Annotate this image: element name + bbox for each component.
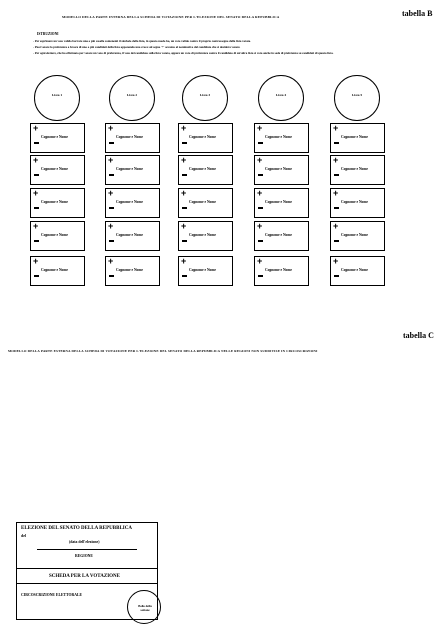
- plus-icon: +: [333, 155, 339, 165]
- candidate-name: Cognome e Nome: [265, 233, 292, 237]
- list-label: Lista 4: [275, 93, 287, 97]
- candidate-name: Cognome e Nome: [116, 233, 143, 237]
- minus-icon: [34, 142, 39, 144]
- plus-icon: +: [333, 188, 339, 198]
- candidate-cell[interactable]: [178, 221, 233, 251]
- candidate-cell[interactable]: [178, 123, 233, 153]
- candidate-cell[interactable]: [30, 256, 85, 286]
- candidate-cell[interactable]: [330, 188, 385, 218]
- minus-icon: [334, 275, 339, 277]
- list-symbol-circle[interactable]: [258, 75, 304, 121]
- instruction-2: - Puoi votare la preferenza a favore di uno o più candidati della lista apponendo una croce sul segno '+' accanto al nominativo del candidato che si desidera votare.: [33, 45, 241, 49]
- plus-icon: +: [108, 123, 114, 133]
- candidate-name: Cognome e Nome: [116, 200, 143, 204]
- ballot-date: (data dell'elezione): [69, 540, 100, 544]
- candidate-name: Cognome e Nome: [189, 135, 216, 139]
- plus-icon: +: [181, 256, 187, 266]
- stamp-text: Bollo della sezione: [138, 604, 152, 612]
- plus-icon: +: [181, 123, 187, 133]
- plus-icon: +: [108, 256, 114, 266]
- candidate-name: Cognome e Nome: [341, 167, 368, 171]
- candidate-name: Cognome e Nome: [189, 167, 216, 171]
- minus-icon: [109, 174, 114, 176]
- instructions-title: ISTRUZIONI: [37, 32, 59, 36]
- candidate-name: Cognome e Nome: [341, 135, 368, 139]
- stamp-circle: [127, 590, 161, 624]
- plus-icon: +: [257, 256, 263, 266]
- minus-icon: [182, 240, 187, 242]
- candidate-name: Cognome e Nome: [341, 200, 368, 204]
- tabella-b-heading: MODELLO DELLA PARTE INTERNA DELLA SCHEDA DI VOTAZIONE PER L'ELEZIONE DEL SENATO DELLA REPUBBLICA: [62, 15, 280, 19]
- minus-icon: [34, 240, 39, 242]
- minus-icon: [109, 275, 114, 277]
- minus-icon: [34, 174, 39, 176]
- ballot-region: REGIONE: [75, 554, 93, 558]
- plus-icon: +: [108, 221, 114, 231]
- candidate-cell[interactable]: [254, 188, 309, 218]
- minus-icon: [109, 207, 114, 209]
- instruction-1: - Per esprimere un voto valido barrare una o più caselle contenenti il simbolo della lista, in questo modo ha, un voto valido contro il proprio contrassegno della lista votata.: [33, 39, 251, 43]
- list-symbol-circle[interactable]: [109, 75, 155, 121]
- candidate-cell[interactable]: [105, 221, 160, 251]
- minus-icon: [182, 174, 187, 176]
- instruction-3: - Per ogni elettore, che ha effettuato per votare un voto di preferenza, il voto del candidato sulla lista votata, appare un voto di preferenza contro il candidato di un'altra lista si vota anche in sede di preferenza su candidati di questa lista.: [33, 51, 334, 55]
- plus-icon: +: [333, 256, 339, 266]
- candidate-name: Cognome e Nome: [116, 167, 143, 171]
- candidate-cell[interactable]: [330, 256, 385, 286]
- plus-icon: +: [181, 188, 187, 198]
- candidate-cell[interactable]: [254, 256, 309, 286]
- minus-icon: [182, 207, 187, 209]
- tabella-b-label: tabella B: [402, 9, 433, 18]
- candidate-cell[interactable]: [105, 155, 160, 185]
- list-symbol-circle[interactable]: [182, 75, 228, 121]
- ballot-circoscrizione: CIRCOSCRIZIONE ELETTORALE: [21, 593, 83, 597]
- minus-icon: [334, 142, 339, 144]
- candidate-cell[interactable]: [330, 221, 385, 251]
- ballot-outer-mockup: [16, 522, 158, 620]
- list-label: Lista 1: [51, 93, 63, 97]
- candidate-cell[interactable]: [254, 221, 309, 251]
- candidate-cell[interactable]: [105, 188, 160, 218]
- candidate-cell[interactable]: [330, 123, 385, 153]
- candidate-cell[interactable]: [30, 221, 85, 251]
- candidate-cell[interactable]: [105, 256, 160, 286]
- minus-icon: [258, 142, 263, 144]
- minus-icon: [109, 142, 114, 144]
- candidate-name: Cognome e Nome: [41, 200, 68, 204]
- candidate-cell[interactable]: [178, 256, 233, 286]
- candidate-cell[interactable]: [105, 123, 160, 153]
- minus-icon: [34, 275, 39, 277]
- list-label: Lista 3: [199, 93, 211, 97]
- plus-icon: +: [257, 155, 263, 165]
- minus-icon: [182, 275, 187, 277]
- plus-icon: +: [33, 155, 39, 165]
- candidate-name: Cognome e Nome: [341, 268, 368, 272]
- ballot-scheda: SCHEDA PER LA VOTAZIONE: [49, 574, 120, 579]
- minus-icon: [258, 207, 263, 209]
- plus-icon: +: [33, 123, 39, 133]
- plus-icon: +: [108, 155, 114, 165]
- plus-icon: +: [257, 221, 263, 231]
- minus-icon: [109, 240, 114, 242]
- candidate-cell[interactable]: [178, 188, 233, 218]
- list-label: Lista 2: [126, 93, 138, 97]
- candidate-cell[interactable]: [254, 123, 309, 153]
- plus-icon: +: [33, 256, 39, 266]
- ballot-title-suffix: del: [21, 533, 27, 538]
- candidate-cell[interactable]: [30, 188, 85, 218]
- minus-icon: [182, 142, 187, 144]
- candidate-name: Cognome e Nome: [265, 268, 292, 272]
- minus-icon: [334, 174, 339, 176]
- candidate-cell[interactable]: [254, 155, 309, 185]
- candidate-name: Cognome e Nome: [189, 233, 216, 237]
- plus-icon: +: [181, 155, 187, 165]
- plus-icon: +: [33, 221, 39, 231]
- candidate-name: Cognome e Nome: [341, 233, 368, 237]
- candidate-cell[interactable]: [178, 155, 233, 185]
- plus-icon: +: [257, 123, 263, 133]
- candidate-name: Cognome e Nome: [189, 268, 216, 272]
- plus-icon: +: [108, 188, 114, 198]
- minus-icon: [334, 240, 339, 242]
- list-label: Lista 5: [351, 93, 363, 97]
- candidate-name: Cognome e Nome: [41, 268, 68, 272]
- candidate-cell[interactable]: [30, 155, 85, 185]
- minus-icon: [34, 207, 39, 209]
- plus-icon: +: [33, 188, 39, 198]
- list-symbol-circle[interactable]: [334, 75, 380, 121]
- candidate-name: Cognome e Nome: [265, 135, 292, 139]
- candidate-cell[interactable]: [30, 123, 85, 153]
- candidate-name: Cognome e Nome: [265, 167, 292, 171]
- tabella-c-heading: MODELLO DELLA PARTE ESTERNA DELLA SCHEDA DI VOTAZIONE PER L'ELEZIONE DEL SENATO DELLA REPUBBLICA NELLE REGIONI NON SUDDIVISE IN CIRCOSCRIZIONI: [8, 349, 318, 353]
- tabella-c-label: tabella C: [403, 331, 434, 340]
- candidate-name: Cognome e Nome: [116, 135, 143, 139]
- ballot-title: ELEZIONE DEL SENATO DELLA REPUBBLICA: [21, 526, 132, 531]
- plus-icon: +: [257, 188, 263, 198]
- candidate-name: Cognome e Nome: [41, 233, 68, 237]
- minus-icon: [258, 240, 263, 242]
- candidate-name: Cognome e Nome: [116, 268, 143, 272]
- plus-icon: +: [333, 221, 339, 231]
- plus-icon: +: [181, 221, 187, 231]
- candidate-name: Cognome e Nome: [41, 167, 68, 171]
- candidate-name: Cognome e Nome: [189, 200, 216, 204]
- candidate-name: Cognome e Nome: [265, 200, 292, 204]
- minus-icon: [258, 275, 263, 277]
- candidate-cell[interactable]: [330, 155, 385, 185]
- plus-icon: +: [333, 123, 339, 133]
- minus-icon: [258, 174, 263, 176]
- minus-icon: [334, 207, 339, 209]
- list-symbol-circle[interactable]: [34, 75, 80, 121]
- candidate-name: Cognome e Nome: [41, 135, 68, 139]
